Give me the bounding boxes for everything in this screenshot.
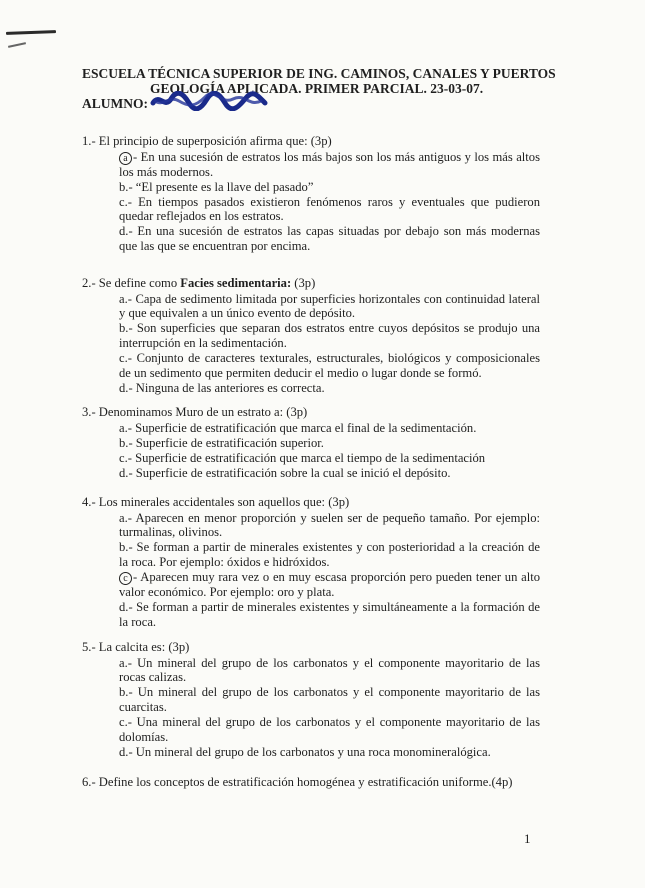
exam-header [82,66,582,111]
school-name: ESCUELA TÉCNICA SUPERIOR DE ING. CAMINOS, CANALES Y PUERTOS [82,66,556,81]
question-stem: 6.- Define los conceptos de estratificación homogénea y estratificación uniforme.(4p) [82,775,513,789]
question-stem: 1.- El principio de superposición afirma que: (3p) [82,134,332,148]
answer-option-a: a.- Aparecen en menor proporción y suelen ser de pequeño tamaño. Por ejemplo: turmalinas, olivinos. [119,510,540,540]
stem-points: (3p) [291,276,316,290]
answer-option-c: c.- Una mineral del grupo de los carbonatos y el componente mayoritario de las dolomías. [119,714,540,744]
answer-option-c: c.- Superficie de estratificación que marca el tiempo de la sedimentación [119,450,486,465]
scan-artifact [6,30,56,35]
answer-option-b: b.- “El presente es la llave del pasado” [119,179,314,194]
answer-option-d: d.- Un mineral del grupo de los carbonatos y una roca monomineralógica. [119,744,491,759]
question-3 [82,405,540,481]
answer-option-d: d.- Superficie de estratificación sobre la cual se inició el depósito. [119,465,451,480]
redacted-name-scribble [149,91,269,111]
student-line [82,96,582,111]
stem-text: 2.- Se define como [82,276,181,290]
answer-option-a [119,150,540,180]
question-stem: 3.- Denominamos Muro de un estrato a: (3p) [82,405,308,419]
answer-option-b: b.- Son superficies que separan dos estratos entre cuyos depósitos se produjo una interrupción en la sedimentación. [119,321,540,350]
answer-option-d: d.- Se forman a partir de minerales existentes y simultáneamente a la formación de la roca. [119,600,540,629]
question-1 [82,134,540,254]
question-2 [82,276,540,396]
answer-option-b: b.- Se forman a partir de minerales existentes y con posterioridad a la creación de la roca. Por ejemplo: óxidos e hidróxidos. [119,540,540,569]
question-5 [82,640,540,760]
student-label: ALUMNO: [82,96,148,111]
page-number: 1 [524,831,531,846]
answer-option-b: b.- Superficie de estratificación superior. [119,435,324,450]
answer-option-c: c.- En tiempos pasados existieron fenómenos raros y eventuales que pudieron quedar reflejados en los estratos. [119,194,540,224]
answer-option-a: a.- Superficie de estratificación que marca el final de la sedimentación. [119,420,477,435]
answer-option-c [119,570,540,600]
question-stem [82,276,540,291]
circled-answer-mark: a [119,152,132,165]
stem-term: Facies sedimentaria: [180,276,292,290]
option-text: - En una sucesión de estratos los más bajos son los más antiguos y los más altos los más modernos. [119,149,540,179]
option-text: - Aparecen muy rara vez o en muy escasa proporción pero pueden tener un alto valor económico. Por ejemplo: oro y plata. [119,569,540,599]
answer-option-d: d.- Ninguna de las anteriores es correcta. [119,380,325,395]
answer-option-a: a.- Un mineral del grupo de los carbonatos y el componente mayoritario de las rocas calizas. [119,655,540,685]
question-stem: 4.- Los minerales accidentales son aquellos que: (3p) [82,495,350,509]
question-4 [82,495,540,630]
answer-option-c: c.- Conjunto de caracteres texturales, estructurales, biológicos y composicionales de un sedimento que permiten deducir el medio o lugar donde se formó. [119,350,540,380]
question-stem: 5.- La calcita es: (3p) [82,640,190,654]
scan-artifact [8,42,26,48]
exam-title: GEOLOGÍA APLICADA. PRIMER PARCIAL. 23-03-07. [150,81,484,96]
circled-answer-mark: c [119,572,132,585]
answer-option-d: d.- En una sucesión de estratos las capas situadas por debajo son más modernas que las que se encuentran por encima. [119,224,540,254]
answer-option-a: a.- Capa de sedimento limitada por superficies horizontales con continuidad lateral y que equivalen a un único evento de depósito. [119,291,540,321]
question-6 [82,775,562,791]
answer-option-b: b.- Un mineral del grupo de los carbonatos y el componente mayoritario de las cuarcitas. [119,685,540,714]
